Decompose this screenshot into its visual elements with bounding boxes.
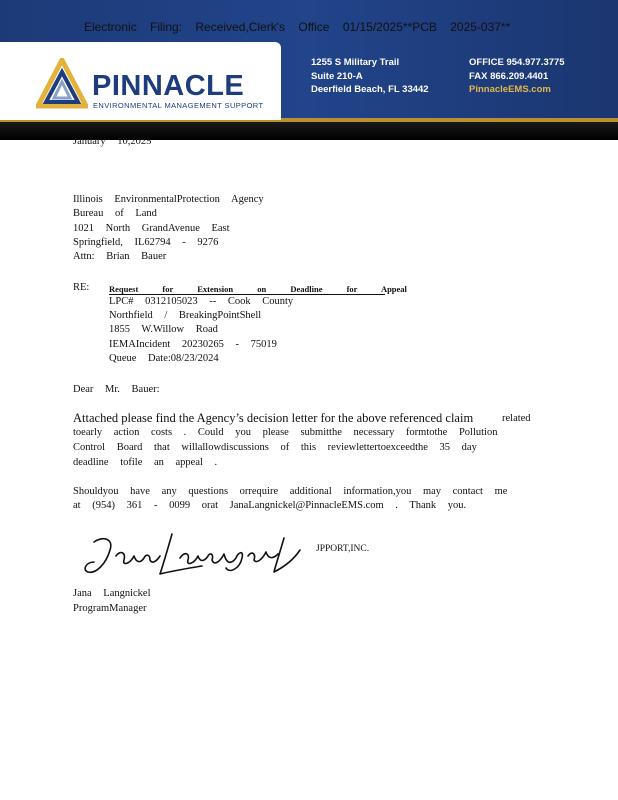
paragraph1-line2: toearly action costs . Could you please submitthe necessary formtothe Pollution	[73, 427, 498, 438]
re-title: Request for Extension on Deadline for Appeal	[109, 284, 407, 294]
re-address: 1855 W.Willow Road	[109, 324, 218, 335]
fax-number: FAX 866.209.4401	[469, 70, 549, 82]
re-queue: Queue Date:08/23/2024	[109, 353, 219, 364]
recipient-bureau: Bureau of Land	[73, 208, 157, 219]
paragraph2-line2: at (954) 361 - 0099 orat JanaLangnickel@PinnacleEMS.com . Thank you.	[73, 500, 467, 511]
paragraph2-line1: Shouldyou have any questions orrequire additional information,you may contact me	[73, 486, 508, 497]
recipient-street: 1021 North GrandAvenue East	[73, 223, 230, 234]
handwritten-signature	[80, 528, 310, 582]
re-lpc: LPC# 0312105023 -- Cook County	[109, 296, 294, 307]
re-site: Northfield / BreakingPointShell	[109, 310, 262, 321]
logo-wordmark: PINNACLE	[92, 70, 245, 102]
recipient-org: Illinois EnvironmentalProtection Agency	[73, 194, 264, 205]
company-address	[311, 56, 429, 97]
office-phone: OFFICE 954.977.3775	[469, 57, 565, 68]
address-line-2: Suite 210-A	[311, 70, 363, 82]
paragraph1-line3: Control Board that willallowdiscussions of this reviewlettertoexceedthe 35 day	[73, 442, 477, 453]
paragraph1-line1-end: related	[502, 413, 531, 424]
company-contact	[469, 56, 565, 97]
letterhead	[0, 0, 618, 140]
filing-stamp: Electronic Filing: Received,Clerk's Office 01/15/2025**PCB 2025-037**	[84, 20, 511, 34]
recipient-attn: Attn: Brian Bauer	[73, 251, 167, 262]
company-website: PinnacleEMS.com	[469, 84, 551, 95]
recipient-city: Springfield, IL62794 - 9276	[73, 237, 219, 248]
signer-name: Jana Langnickel	[73, 588, 151, 599]
logo-tagline: ENVIRONMENTAL MANAGEMENT SUPPORT	[93, 101, 264, 110]
re-label: RE:	[73, 282, 90, 293]
paragraph1-line4: deadline tofile an appeal .	[73, 457, 218, 468]
paragraph1-line1: Attached please find the Agency’s decision letter for the above referenced claim	[73, 411, 474, 425]
address-line-3: Deerfield Beach, FL 33442	[311, 84, 429, 95]
signature-overlap-text: JPPORT,INC.	[316, 544, 370, 554]
signer-title: ProgramManager	[73, 603, 147, 614]
address-line-1: 1255 S Military Trail	[311, 57, 400, 68]
re-incident: IEMAIncident 20230265 - 75019	[109, 339, 277, 350]
salutation: Dear Mr. Bauer:	[73, 384, 160, 395]
pinnacle-triangle-logo-icon	[36, 58, 88, 110]
letter-date: January 10,2025	[73, 136, 152, 147]
